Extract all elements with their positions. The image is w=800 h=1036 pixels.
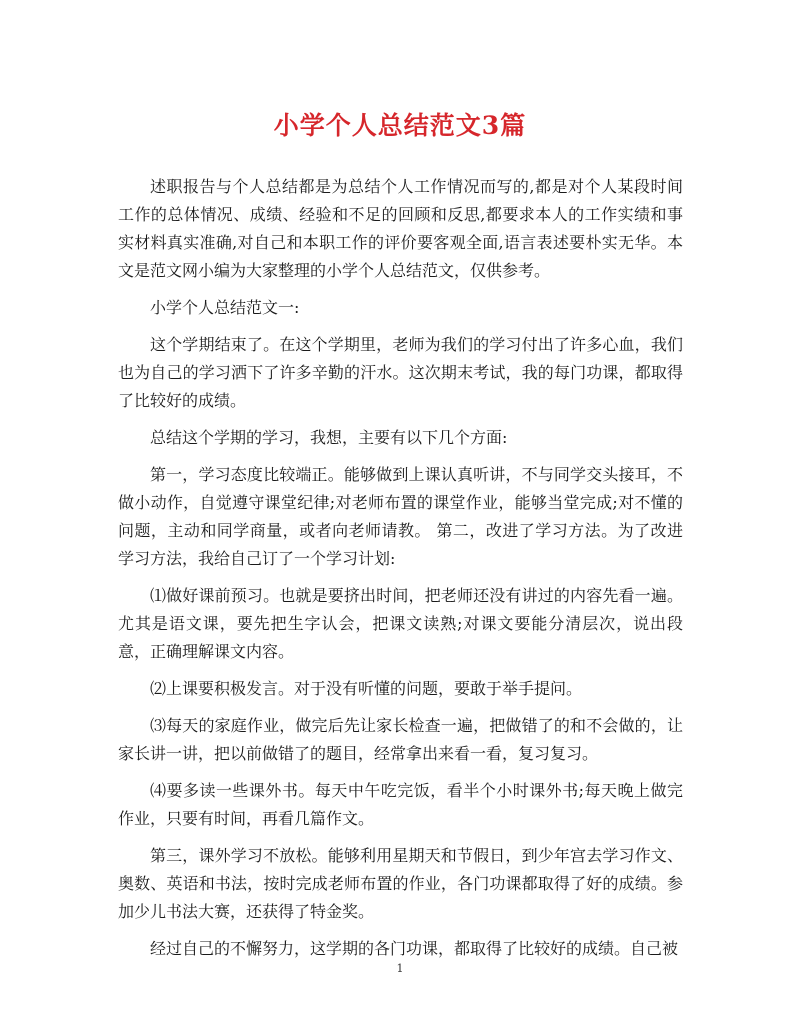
paragraph-list-item: ⑵上课要积极发言。对于没有听懂的问题，要敢于举手提问。	[150, 679, 583, 698]
paragraph-intro: 述职报告与个人总结都是为总结个人工作情况而写的,都是对个人某段时间工作的总体情况、成绩、经验和不足的回顾和反思,都要求本人的工作实绩和事实材料真实准确,对自己和本职工作的评价要客观全面,语言表述要朴实无华。本文是范文网小编为大家整理的小学个人总结范文，仅供参考。	[118, 177, 683, 280]
paragraph: 经过自己的不懈努力，这学期的各门功课，都取得了比较好的成绩。自己被	[150, 939, 679, 958]
document-body	[118, 173, 683, 972]
paragraph-list-item: ⑴做好课前预习。也就是要挤出时间，把老师还没有讲过的内容先看一遍。尤其是语文课，要先把生字认会，把课文读熟;对课文要能分清层次，说出段意，正确理解课文内容。	[118, 586, 683, 661]
paragraph: 第一，学习态度比较端正。能够做到上课认真听讲，不与同学交头接耳，不做小动作，自觉遵守课堂纪律;对老师布置的课堂作业，能够当堂完成;对不懂的问题，主动和同学商量，或者向老师请教。 第二，改进了学习方法。为了改进学习方法，我给自己订了一个学习计划:	[118, 465, 683, 568]
paragraph-list-item: ⑶每天的家庭作业，做完后先让家长检查一遍，把做错了的和不会做的，让家长讲一讲，把以前做错了的题目，经常拿出来看一看，复习复习。	[118, 716, 683, 763]
paragraph: 总结这个学期的学习，我想，主要有以下几个方面:	[150, 428, 508, 447]
paragraph: 第三，课外学习不放松。能够利用星期天和节假日，到少年宫去学习作文、奥数、英语和书法，按时完成老师布置的作业，各门功课都取得了好的成绩。参加少儿书法大赛，还获得了特金奖。	[118, 846, 683, 921]
document-title: 小学个人总结范文3篇	[273, 111, 527, 140]
paragraph-list-item: ⑷要多读一些课外书。每天中午吃完饭，看半个小时课外书;每天晚上做完作业，只要有时间，再看几篇作文。	[118, 781, 683, 828]
page-number: 1	[396, 962, 404, 975]
paragraph: 这个学期结束了。在这个学期里，老师为我们的学习付出了许多心血，我们也为自己的学习洒下了许多辛勤的汗水。这次期末考试，我的每门功课，都取得了比较好的成绩。	[118, 335, 683, 410]
paragraph-section-heading: 小学个人总结范文一:	[150, 298, 300, 317]
